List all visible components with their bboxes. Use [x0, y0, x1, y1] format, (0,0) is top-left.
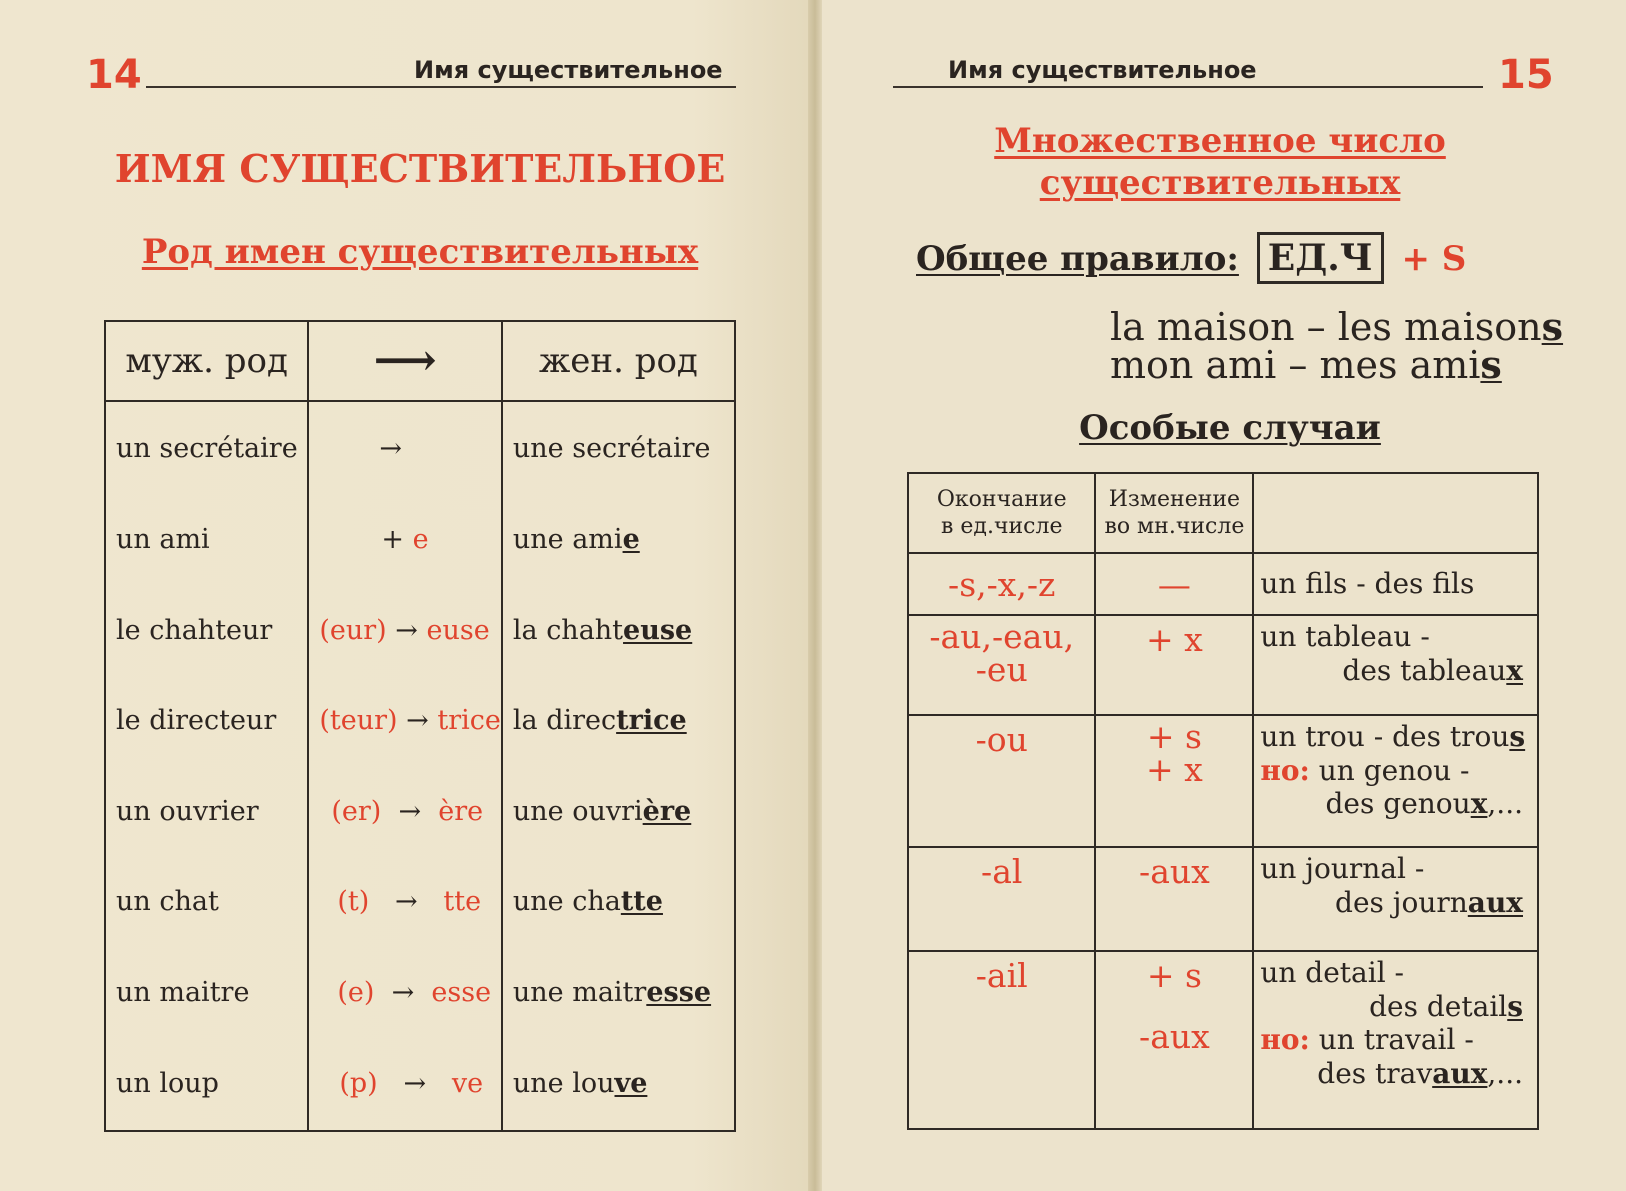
arrow-right-icon: → [379, 432, 402, 464]
table-row [105, 947, 735, 1038]
header-ending: Окончание в ед.числе [908, 473, 1095, 553]
special-cases-heading: Особые случаи [1079, 408, 1381, 448]
masc-form: un ami [105, 494, 308, 585]
table-row [105, 857, 735, 948]
header-feminine: жен. род [502, 321, 735, 401]
change-cell: -aux [1095, 847, 1253, 951]
rule-label: Общее правило: [916, 239, 1239, 279]
arrow-right-icon: → [403, 1068, 427, 1100]
fem-form: une ouvrière [502, 766, 735, 857]
rule-example: la maison – les maisons [1110, 304, 1564, 349]
rule-cell: (teur) → trice [308, 675, 502, 766]
change-cell: + s + x [1095, 715, 1253, 847]
change-cell: + x [1095, 615, 1253, 715]
rule-cell: (eur) → euse [308, 585, 502, 676]
header-example [1253, 473, 1538, 553]
ending-cell: -ail [908, 951, 1095, 1129]
gender-table [104, 320, 736, 1132]
rule-cell: (e) → esse [308, 947, 502, 1038]
arrow-right-icon: → [398, 795, 422, 827]
header-masculine: муж. род [105, 321, 308, 401]
change-cell: + s -aux [1095, 951, 1253, 1129]
rule-plus: + S [1401, 239, 1467, 279]
change-cell: — [1095, 553, 1253, 615]
page-number-left: 14 [86, 52, 142, 98]
example-cell: un detail - des details но: un travail - des travaux,... [1253, 951, 1538, 1129]
masc-form: un ouvrier [105, 766, 308, 857]
table-row [105, 766, 735, 857]
section-heading-gender: Род имен существительных [141, 232, 699, 272]
rule-cell [308, 401, 502, 494]
table-row [105, 494, 735, 585]
arrow-right-icon: → [391, 976, 415, 1008]
table-row [105, 675, 735, 766]
masc-form: le directeur [105, 675, 308, 766]
masc-form: le chahteur [105, 585, 308, 676]
rule-cell: (er) → ère [308, 766, 502, 857]
table-row [105, 1038, 735, 1131]
table-row [908, 951, 1538, 1129]
section-heading-plural: Множественное число существительных [994, 121, 1446, 203]
general-rule [916, 232, 1466, 284]
table-row [908, 615, 1538, 715]
table-row [908, 715, 1538, 847]
rule-cell: + e [308, 494, 502, 585]
table-row [105, 585, 735, 676]
table-row [908, 847, 1538, 951]
arrow-right-icon: → [395, 614, 418, 646]
page-heading: ИМЯ СУЩЕСТВИТЕЛЬНОЕ [114, 146, 726, 191]
header-change: Изменение во мн.числе [1095, 473, 1253, 553]
header-arrow [308, 321, 502, 401]
fem-form: la chahteuse [502, 585, 735, 676]
masc-form: un loup [105, 1038, 308, 1131]
running-head-rule-right [893, 86, 1483, 88]
rule-cell: (p) → ve [308, 1038, 502, 1131]
fem-form: une secrétaire [502, 401, 735, 494]
fem-form: une amie [502, 494, 735, 585]
table-row [105, 401, 735, 494]
page-number-right: 15 [1498, 52, 1554, 98]
fem-form: une maitresse [502, 947, 735, 1038]
masc-form: un maitre [105, 947, 308, 1038]
example-cell: un fils - des fils [1253, 553, 1538, 615]
ending-cell: -ou [908, 715, 1095, 847]
running-head-right: Имя существительное [948, 56, 1257, 84]
ending-cell: -au,-eau, -eu [908, 615, 1095, 715]
plural-table-header [908, 473, 1538, 553]
rule-example: mon ami – mes amis [1110, 342, 1502, 387]
arrow-right-icon: ⟶ [373, 334, 437, 386]
fem-form: une louve [502, 1038, 735, 1131]
rule-cell: (t) → tte [308, 857, 502, 948]
example-cell: un journal - des journaux [1253, 847, 1538, 951]
masc-form: un secrétaire [105, 401, 308, 494]
running-head-rule-left [146, 86, 736, 88]
book-spine [808, 0, 822, 1191]
masc-form: un chat [105, 857, 308, 948]
example-cell: un trou - des trous но: un genou - des genoux,... [1253, 715, 1538, 847]
plural-table [907, 472, 1539, 1130]
fem-form: la directrice [502, 675, 735, 766]
ending-cell: -s,-x,-z [908, 553, 1095, 615]
arrow-right-icon: → [395, 886, 418, 918]
gender-table-header [105, 321, 735, 401]
rule-box: ЕД.Ч [1257, 232, 1384, 284]
running-head-left: Имя существительное [414, 56, 723, 84]
fem-form: une chatte [502, 857, 735, 948]
example-cell: un tableau - des tableaux [1253, 615, 1538, 715]
ending-cell: -al [908, 847, 1095, 951]
arrow-right-icon: → [406, 705, 429, 737]
table-row [908, 553, 1538, 615]
